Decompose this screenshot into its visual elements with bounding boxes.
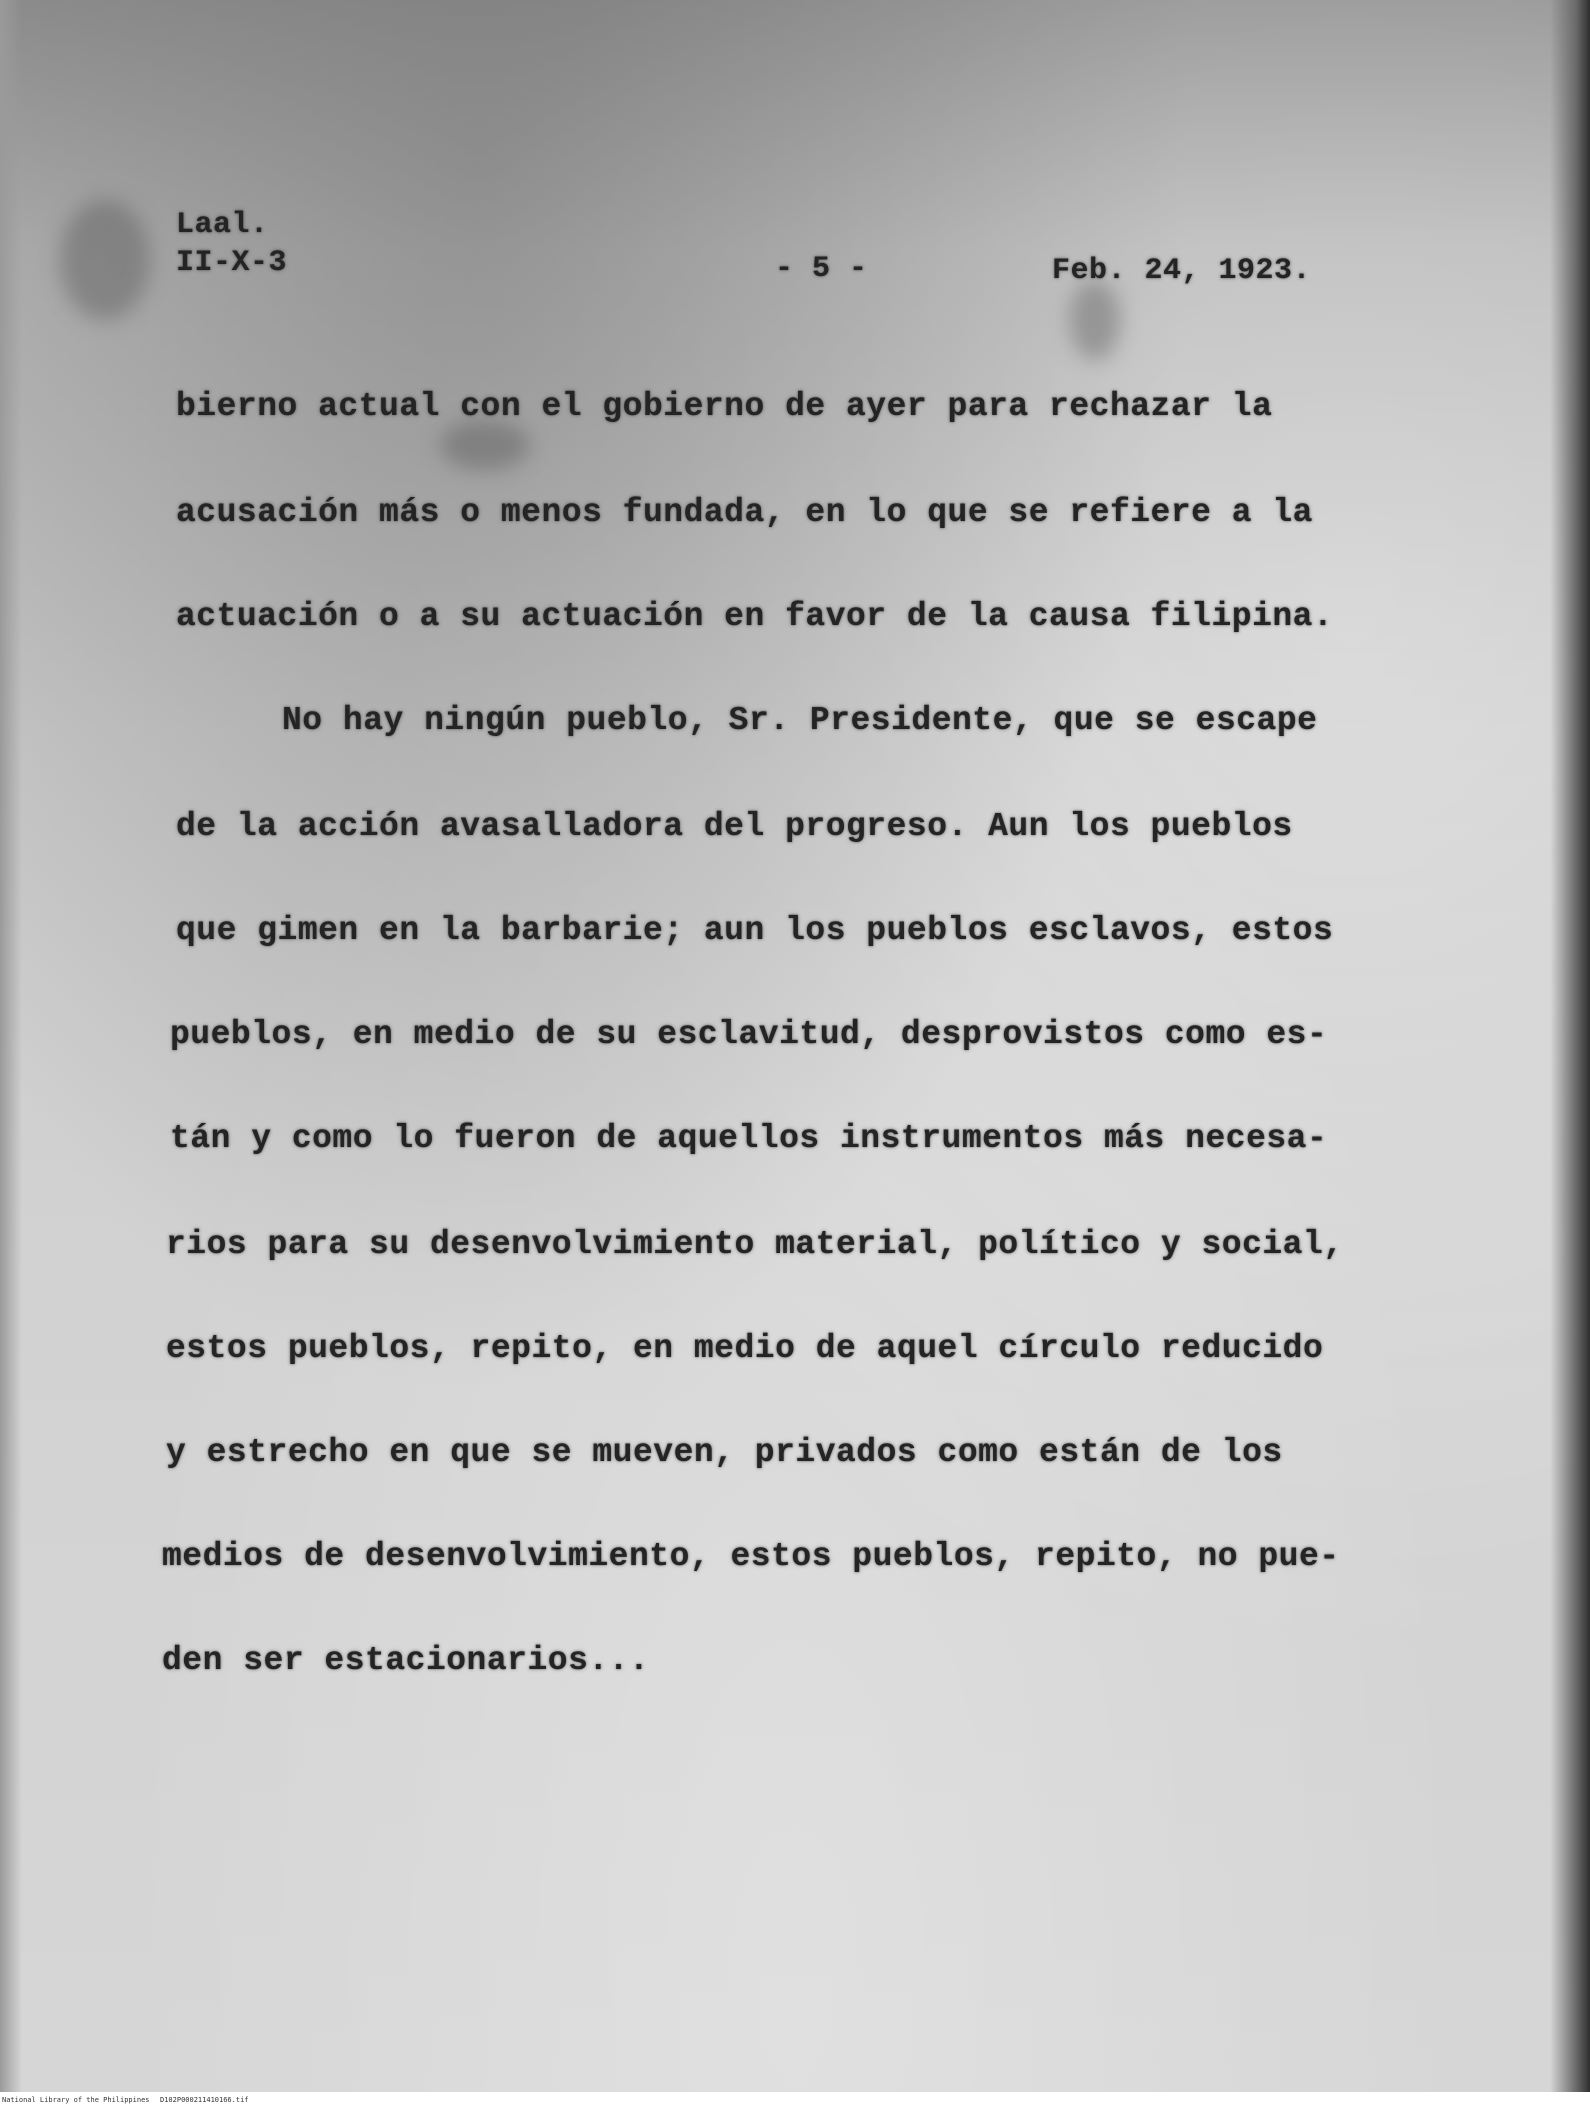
body-line: de la acción avasalladora del progreso. Aun los pueblos — [176, 808, 1293, 845]
body-line: medios de desenvolvimiento, estos pueblos, repito, no pue- — [162, 1538, 1340, 1575]
body-line: den ser estacionarios... — [162, 1642, 650, 1679]
header-initials: Laal. — [176, 208, 269, 242]
body-line: actuación o a su actuación en favor de la causa filipina. — [176, 598, 1334, 635]
body-line: tán y como lo fueron de aquellos instrumentos más necesa- — [170, 1120, 1328, 1157]
header-reference: II-X-3 — [176, 246, 288, 280]
page-right-edge — [1550, 0, 1590, 2092]
body-line: acusación más o menos fundada, en lo que se refiere a la — [176, 494, 1313, 531]
ink-smudge — [60, 200, 150, 320]
document-date: Feb. 24, 1923. — [1052, 254, 1312, 288]
footer-file-id: D102P000211410166.tif — [160, 2096, 249, 2104]
body-line: pueblos, en medio de su esclavitud, desprovistos como es- — [170, 1016, 1328, 1053]
body-line: estos pueblos, repito, en medio de aquel círculo reducido — [166, 1330, 1324, 1367]
body-line: que gimen en la barbarie; aun los pueblos esclavos, estos — [176, 912, 1334, 949]
body-line: rios para su desenvolvimiento material, político y social, — [166, 1226, 1344, 1263]
ink-smudge — [440, 420, 530, 470]
body-line: y estrecho en que se mueven, privados como están de los — [166, 1434, 1283, 1471]
body-line: No hay ningún pueblo, Sr. Presidente, que se escape — [282, 702, 1318, 739]
footer-institution: National Library of the Philippines — [2, 2096, 150, 2104]
page-left-edge — [0, 0, 22, 2092]
page-number: - 5 - — [775, 252, 868, 286]
body-line: bierno actual con el gobierno de ayer para rechazar la — [176, 388, 1273, 425]
ink-smudge — [1070, 280, 1120, 360]
